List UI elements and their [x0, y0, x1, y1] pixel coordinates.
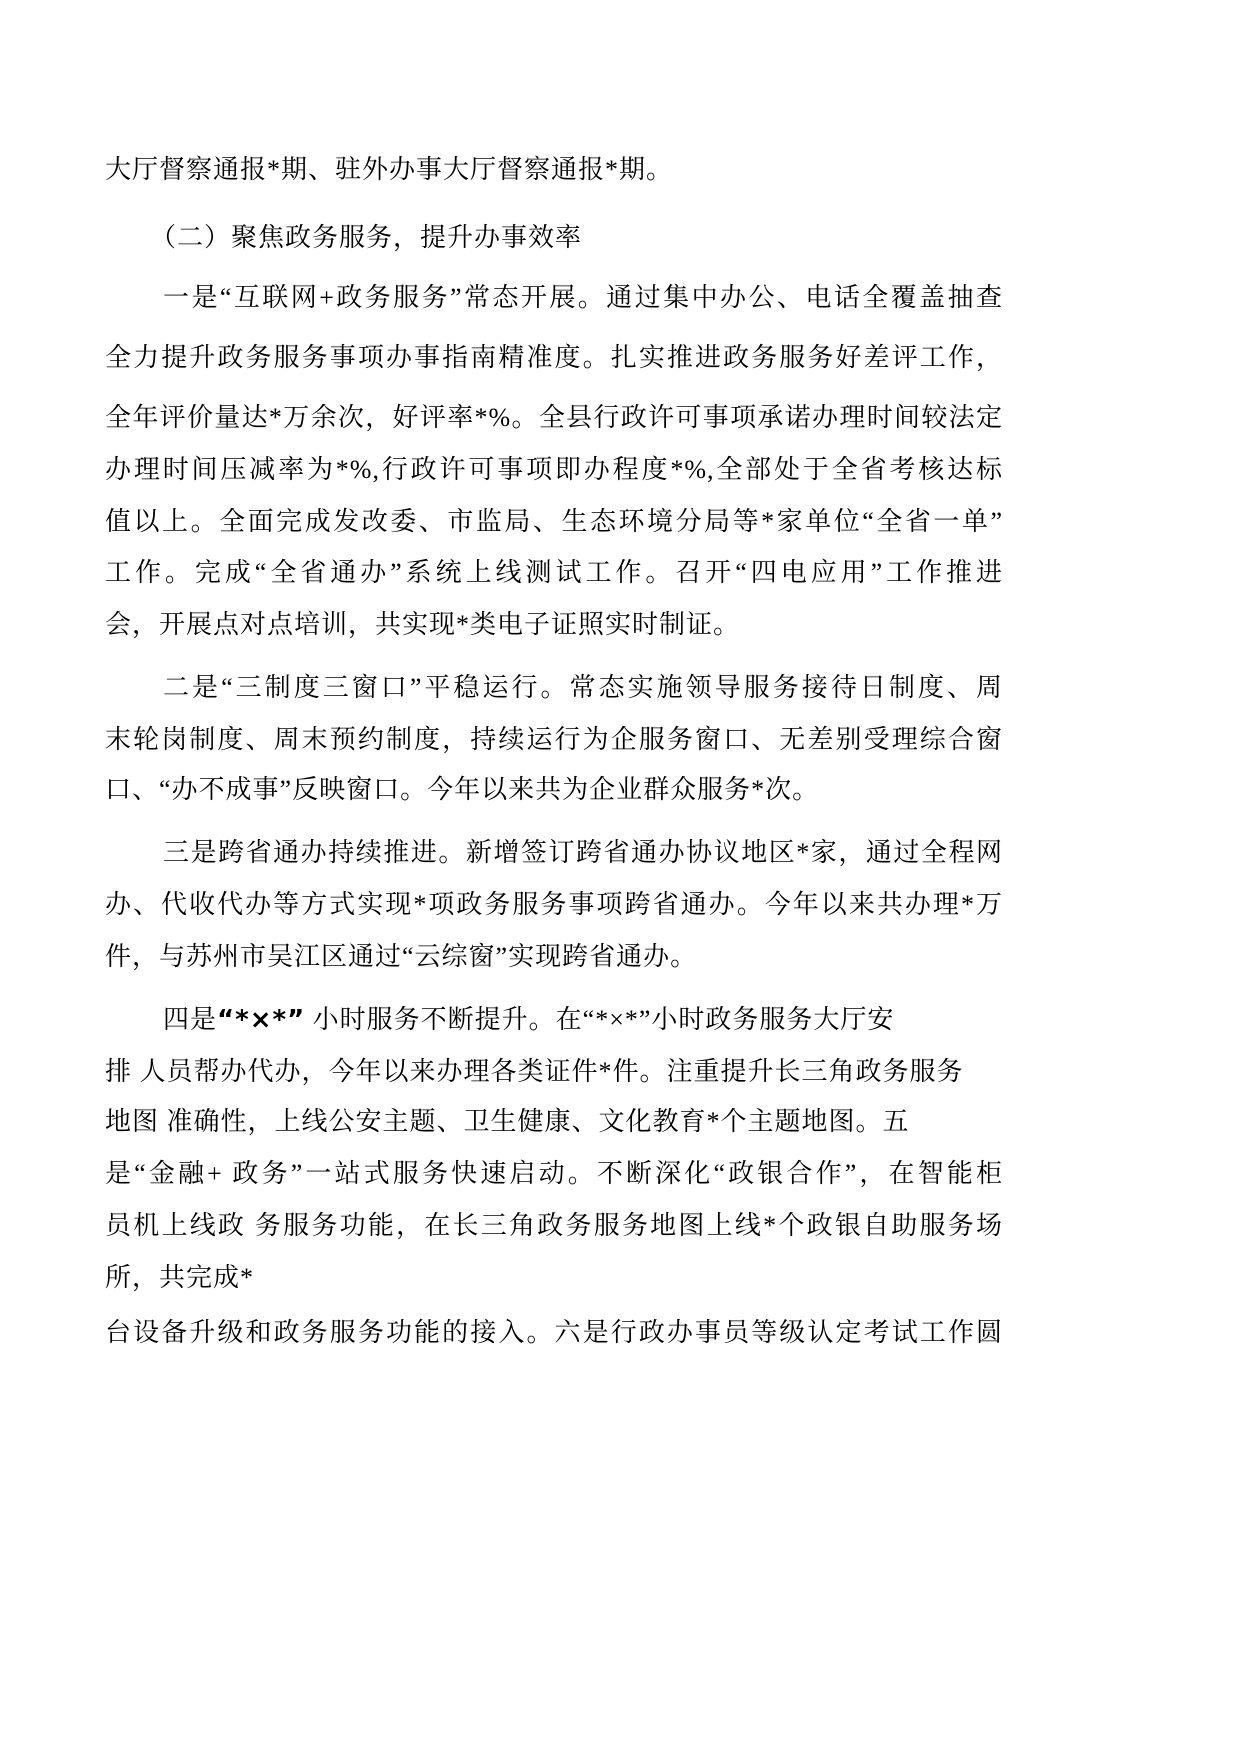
- text-line: 全力提升政务服务事项办事指南精准度。扎实推进政务服务好差评工作，: [105, 343, 1003, 372]
- text-line: 口、“办不成事”反映窗口。今年以来共为企业群众服务*次。: [105, 775, 820, 804]
- text-line: 工作。完成“全省通办”系统上线测试工作。召开“四电应用”工作推进: [105, 558, 1003, 587]
- text-line: 一是“互联网+政务服务”常态开展。通过集中办公、电话全覆盖抽查: [163, 283, 1003, 312]
- text-line: 地图 准确性，上线公安主题、卫生健康、文化教育*个主题地图。五: [105, 1107, 910, 1136]
- text-line: 全年评价量达*万余次，好评率*%。全县行政许可事项承诺办理时间较法定: [105, 403, 1003, 432]
- emphasis-text: “*×*”: [217, 1005, 306, 1035]
- text-line: 员机上线政 务服务功能，在长三角政务服务地图上线*个政银自助服务场: [105, 1211, 1003, 1240]
- text-line: 会，开展点对点培训，共实现*类电子证照实时制证。: [105, 610, 741, 639]
- text-line: 台设备升级和政务服务功能的接入。六是行政办事员等级认定考试工作圆: [105, 1318, 1003, 1347]
- text-line: 所，共完成*: [105, 1263, 255, 1292]
- text-line: 二是“三制度三窗口”平稳运行。常态实施领导服务接待日制度、周: [163, 673, 1003, 702]
- text-segment: 小时服务不断提升。在“*×*”小时政务服务大厅安: [305, 1005, 895, 1034]
- text-line: 值以上。全面完成发改委、市监局、生态环境分局等*家单位“全省一单”: [105, 507, 1003, 536]
- text-line: 末轮岗制度、周末预约制度，持续运行为企服务窗口、无差别受理综合窗: [105, 725, 1003, 754]
- text-line: 办、代收代办等方式实现*项政务服务事项跨省通办。今年以来共办理*万: [105, 890, 1003, 919]
- text-line: 件，与苏州市吴江区通过“云综窗”实现跨省通办。: [105, 942, 698, 971]
- text-segment: 四是: [163, 1005, 218, 1034]
- section-heading: （二）聚焦政务服务，提升办事效率: [150, 223, 583, 252]
- text-line: 办理时间压减率为*%,行政许可事项即办程度*%,全部处于全省考核达标: [105, 455, 1003, 484]
- text-line: 三是跨省通办持续推进。新增签订跨省通办协议地区*家，通过全程网: [163, 838, 1003, 867]
- text-line: 排 人员帮办代办，今年以来办理各类证件*件。注重提升长三角政务服务: [105, 1057, 964, 1086]
- text-line: 大厅督察通报*期、驻外办事大厅督察通报*期。: [105, 155, 674, 184]
- text-line: [163, 1002, 1003, 1038]
- text-line: 是“金融+ 政务”一站式服务快速启动。不断深化“政银合作”，在智能柜: [105, 1159, 1003, 1188]
